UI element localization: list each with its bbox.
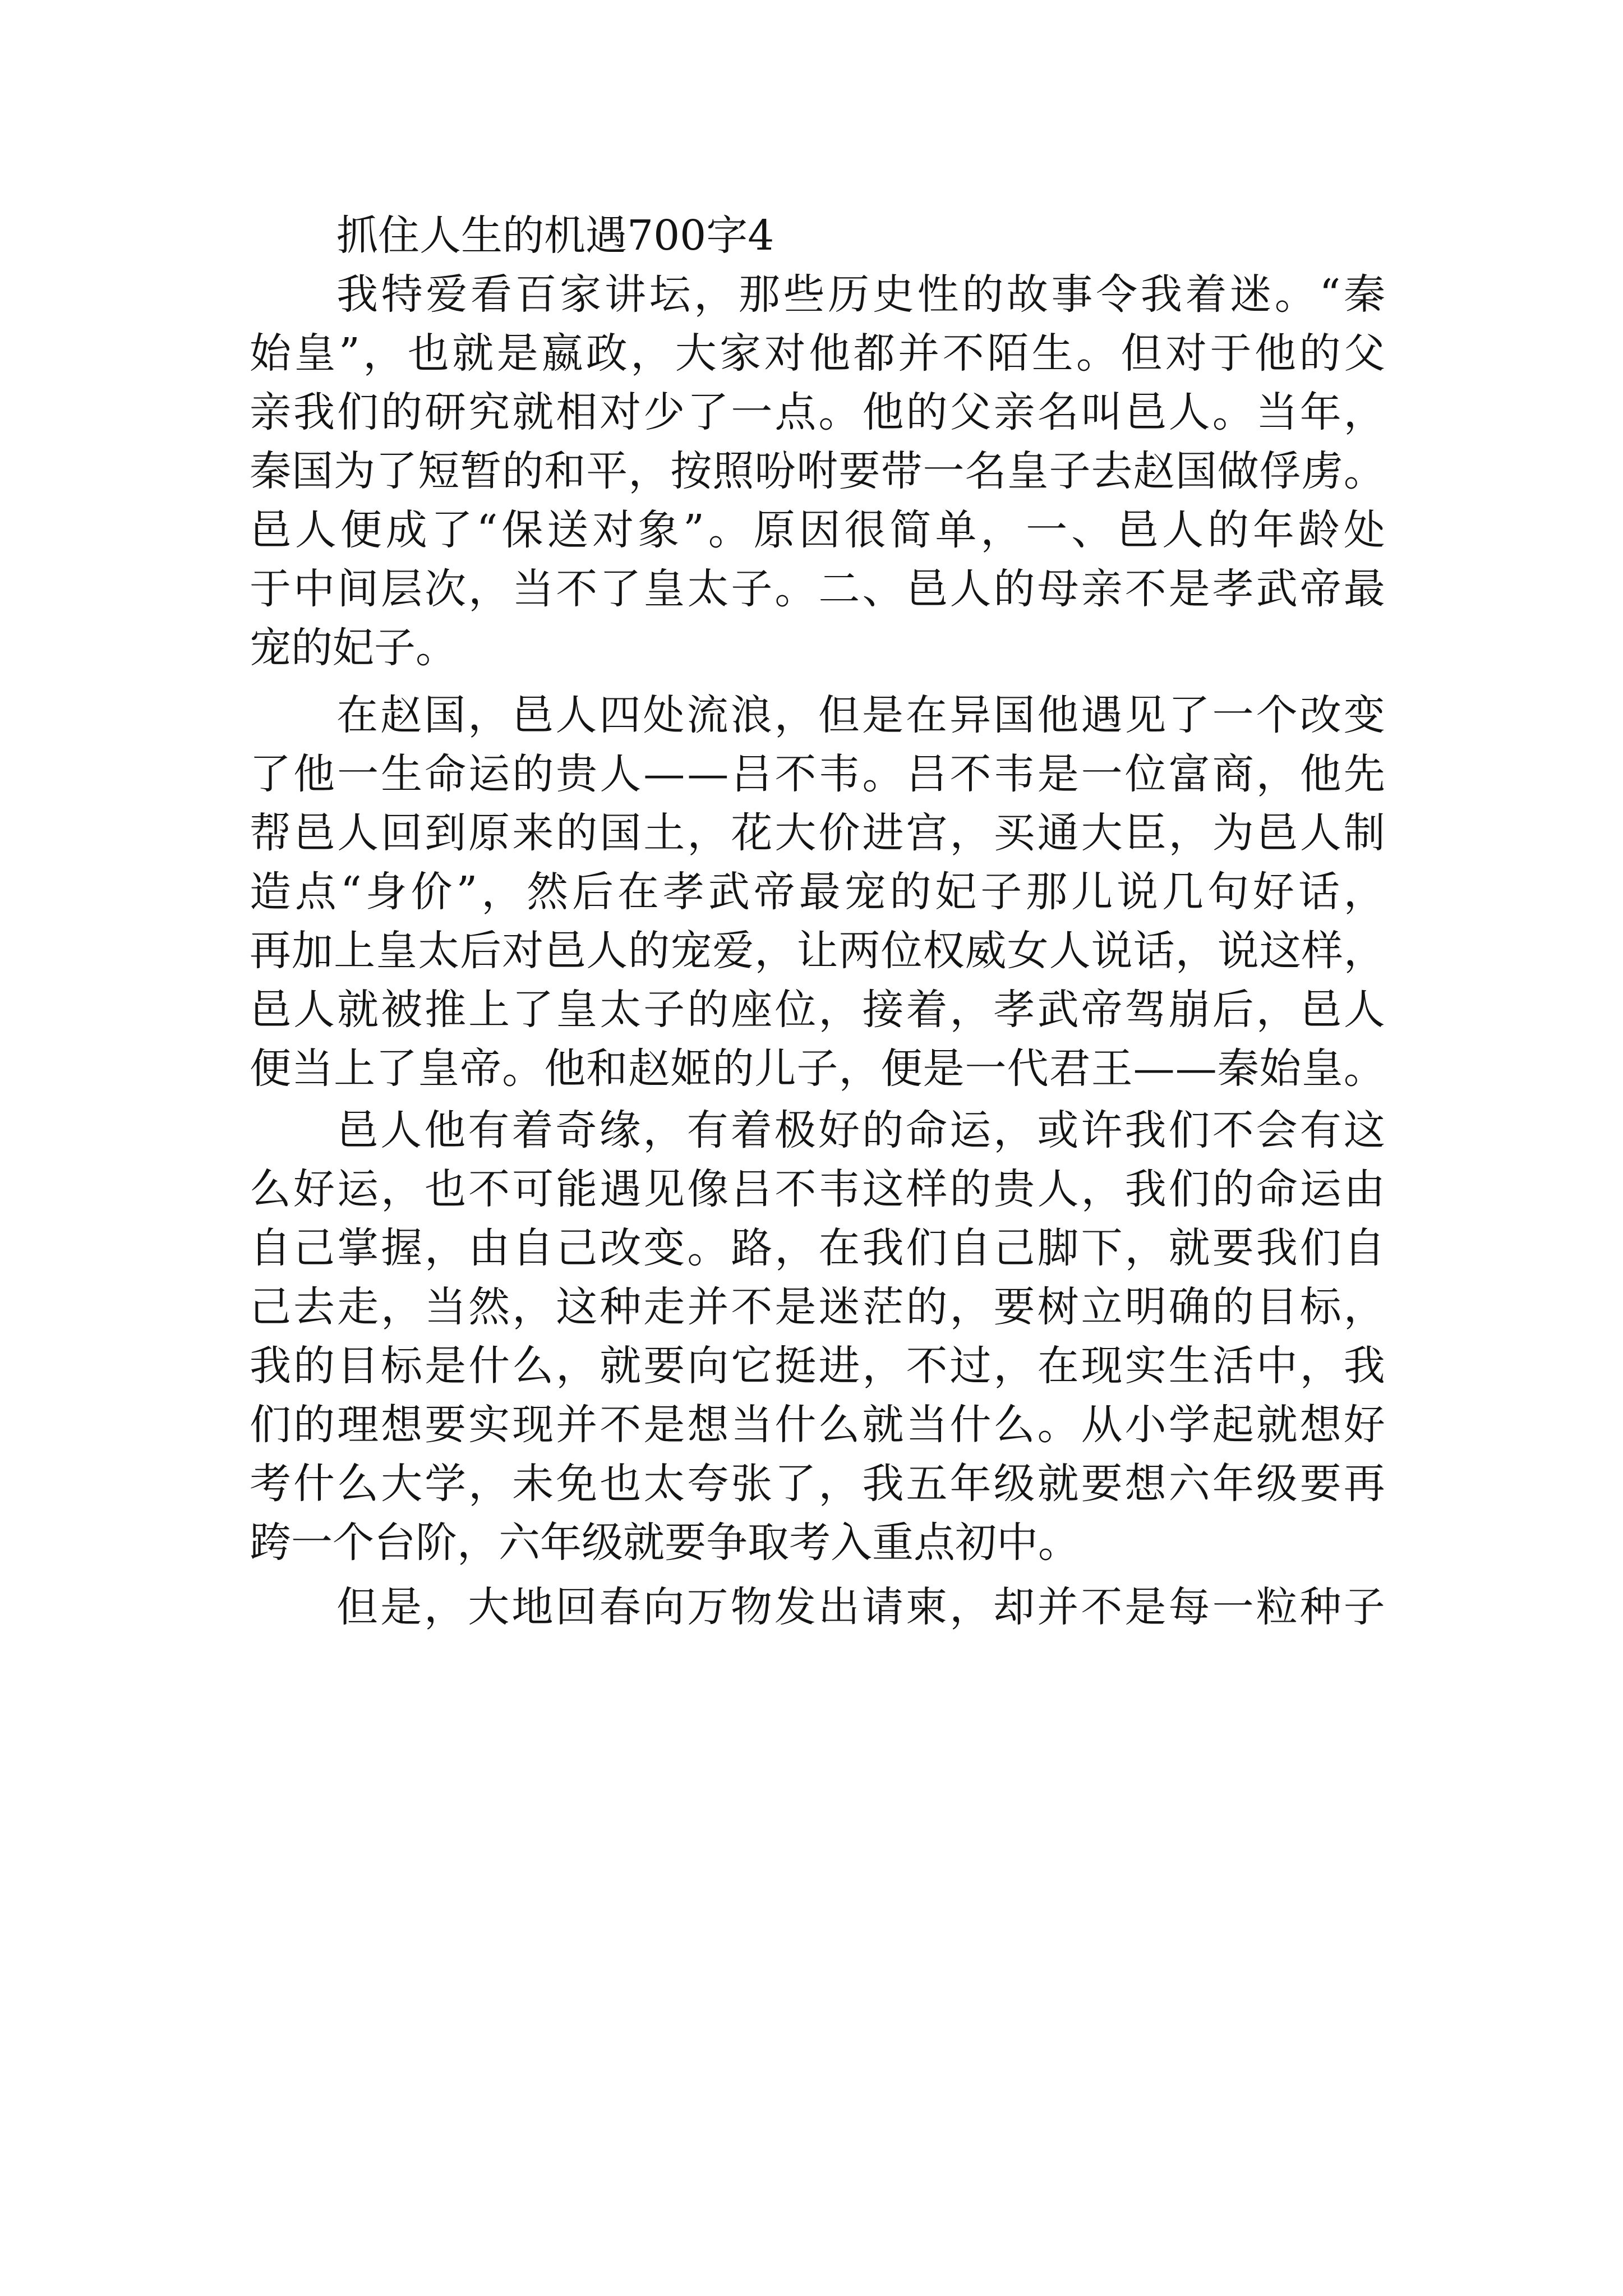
- paragraph-1-line-4: 秦 国 为 了 短 暂 的 和 平 ， 按 照 吩 咐 要 带 一 名 皇 子 去 赵 国 做 俘 虏 。: [250, 447, 1385, 495]
- paragraph-3-line-6: 们 的 理 想 要 实 现 并 不 是 想 当 什 么 就 当 什 么 。 从 小 学 起 就 想 好: [250, 1401, 1385, 1449]
- paragraph-3-line-8: 跨一个台阶，六年级就要争取考入重点初中。: [250, 1519, 1080, 1567]
- paragraph-3-line-4: 己 去 走 ， 当 然 ， 这 种 走 并 不 是 迷 茫 的 ， 要 树 立 明 确 的 目 标 ，: [250, 1283, 1385, 1331]
- paragraph-2-line-5: 再 加 上 皇 太 后 对 邑 人 的 宠 爱 ， 让 两 位 权 威 女 人 说 话 ， 说 这 样 ，: [250, 927, 1385, 975]
- paragraph-1-line-6: 于 中 间 层 次 ， 当 不 了 皇 太 子 。 二 、 邑 人 的 母 亲 不 是 孝 武 帝 最: [250, 565, 1385, 613]
- paragraph-2-line-2: 了 他 一 生 命 运 的 贵 人 — — 吕 不 韦 。 吕 不 韦 是 一 位 富 商 ， 他 先: [250, 750, 1385, 798]
- paragraph-4-line-1: 但 是 ， 大 地 回 春 向 万 物 发 出 请 柬 ， 却 并 不 是 每 一 粒 种 子: [336, 1583, 1385, 1631]
- paragraph-2-line-7: 便 当 上 了 皇 帝 。 他 和 赵 姬 的 儿 子 ， 便 是 一 代 君 王 — — 秦 始 皇 。: [250, 1045, 1385, 1093]
- paragraph-1-line-3: 亲 我 们 的 研 究 就 相 对 少 了 一 点 。 他 的 父 亲 名 叫 邑 人 。 当 年 ，: [250, 388, 1385, 436]
- paragraph-2-line-4: 造 点 “ 身 价 ” ， 然 后 在 孝 武 帝 最 宠 的 妃 子 那 儿 说 几 句 好 话 ，: [250, 868, 1385, 916]
- paragraph-1-line-1: 我 特 爱 看 百 家 讲 坛 ， 那 些 历 史 性 的 故 事 令 我 着 迷 。 “ 秦: [336, 270, 1385, 319]
- document-title: 抓住人生的机遇700字4: [336, 211, 774, 260]
- paragraph-3-line-5: 我 的 目 标 是 什 么 ， 就 要 向 它 挺 进 ， 不 过 ， 在 现 实 生 活 中 ， 我: [250, 1342, 1385, 1390]
- paragraph-2-line-3: 帮 邑 人 回 到 原 来 的 国 土 ， 花 大 价 进 宫 ， 买 通 大 臣 ， 为 邑 人 制: [250, 809, 1385, 857]
- paragraph-1-line-5: 邑 人 便 成 了 “ 保 送 对 象 ” 。 原 因 很 简 单 ， 一 、 邑 人 的 年 龄 处: [250, 506, 1385, 554]
- paragraph-2-line-1: 在 赵 国 ， 邑 人 四 处 流 浪 ， 但 是 在 异 国 他 遇 见 了 一 个 改 变: [336, 691, 1385, 739]
- paragraph-3-line-1: 邑 人 他 有 着 奇 缘 ， 有 着 极 好 的 命 运 ， 或 许 我 们 不 会 有 这: [336, 1106, 1385, 1154]
- paragraph-2-line-6: 邑 人 就 被 推 上 了 皇 太 子 的 座 位 ， 接 着 ， 孝 武 帝 驾 崩 后 ， 邑 人: [250, 986, 1385, 1034]
- paragraph-1-line-7: 宠的妃子。: [250, 624, 457, 672]
- paragraph-3-line-3: 自 己 掌 握 ， 由 自 己 改 变 。 路 ， 在 我 们 自 己 脚 下 ， 就 要 我 们 自: [250, 1224, 1385, 1272]
- paragraph-3-line-2: 么 好 运 ， 也 不 可 能 遇 见 像 吕 不 韦 这 样 的 贵 人 ， 我 们 的 命 运 由: [250, 1165, 1385, 1213]
- paragraph-1-line-2: 始 皇 ” ， 也 就 是 嬴 政 ， 大 家 对 他 都 并 不 陌 生 。 但 对 于 他 的 父: [250, 329, 1385, 378]
- paragraph-3-line-7: 考 什 么 大 学 ， 未 免 也 太 夸 张 了 ， 我 五 年 级 就 要 想 六 年 级 要 再: [250, 1460, 1385, 1508]
